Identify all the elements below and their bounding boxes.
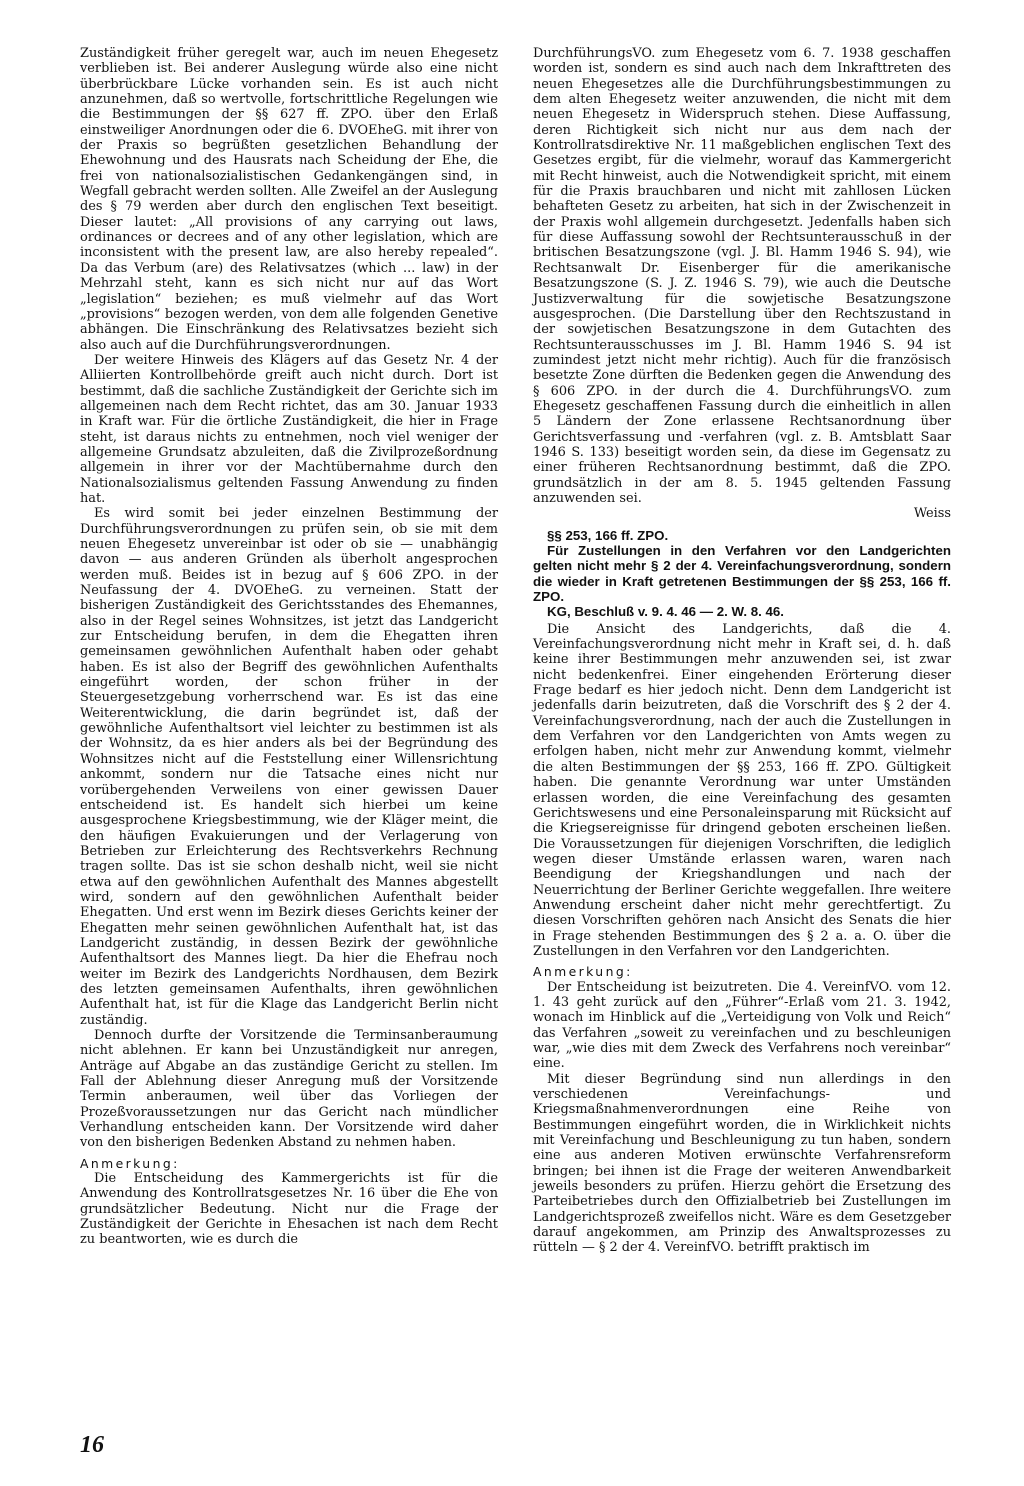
section-heading: §§ 253, 166 ff. ZPO. xyxy=(547,527,669,543)
author-signature: Weiss xyxy=(913,506,951,522)
right-paragraph-3: Der Entscheidung ist beizutreten. Die 4. VereinfVO. vom 12. 1. 43 geht zurück auf den „Führer“-Erlaß vom 21. 3. 1942, wonach im Hinblick auf die „Verteidigung von Volk und Reich“ das Verfahren „soweit zu vereinfachen und zu beschleunigen war, „wie dies mit dem Zweck des Verfahrens noch vereinbar“ eine. xyxy=(533,979,951,1072)
left-paragraph-1: Zuständigkeit früher geregelt war, auch im neuen Ehegesetz verblieben ist. Bei anderer Auslegung würde also eine nicht überbrückbare Lücke vorhanden sein. Es ist auch nicht anzunehmen, daß so wertvolle, fortschrittliche Regelungen wie die Bestimmungen der §§ 627 ff. ZPO. über den Erlaß einstweiliger Anordnungen oder die 6. DVOEheG. mit ihrer von der Praxis so begrüßten gesetzlichen Behandlung der Ehewohnung und des Hausrats nach Scheidung der Ehe, die frei von nationalsozialistischen Gedankengängen sind, in Wegfall gebracht werden sollten. Alle Zweifel an der Auslegung des § 79 werden aber durch den englischen Text beseitigt. Dieser lautet: „All provisions of any carrying out laws, ordinances or decrees and of any other legislation, which are inconsistent with the present law, are also hereby repealed“. Da das Verbum (are) des Relativsatzes (which ... law) in der Mehrzahl steht, kann es sich nicht nur auf das Wort „legislation“ beziehen; es muß vielmehr auf das Wort „provisions“ bezogen werden, von dem alle folgenden Genetive abhängen. Die Einschränkung des Relativsatzes bezieht sich also auch auf die Durchführungsverordnungen. xyxy=(80,46,498,353)
court-citation: KG, Beschluß v. 9. 4. 46 — 2. W. 8. 46. xyxy=(547,604,784,620)
left-paragraph-2: Der weitere Hinweis des Klägers auf das Gesetz Nr. 4 der Alliierten Kontrollbehörde greift auch nicht durch. Dort ist bestimmt, daß die sachliche Zuständigkeit der Gerichte sich im allgemeinen nach dem Recht richtet, das am 30. Januar 1933 in Kraft war. Für die örtliche Zuständigkeit, die hier in Frage steht, ist daraus nichts zu entnehmen, noch viel weniger der allgemeine Grundsatz abzuleiten, daß die Zivilprozeßordnung allgemein in ihrer vor der Machtübernahme durch den Nationalsozialismus geltenden Fassung Anwendung zu finden hat. xyxy=(80,352,498,506)
left-note-heading: Anmerkung: xyxy=(80,1155,180,1171)
right-paragraph-4: Mit dieser Begründung sind nun allerdings in den verschiedenen Vereinfachungs- und Kriegsmaßnahmenverordnungen eine Reihe von Bestimmungen eingeführt worden, die in Wirklichkeit nichts mit Vereinfachung und Beschleunigung zu tun haben, sondern eine aus anderen Motiven erwünschte Verfahrensreform bringen; bei ihnen ist die Frage der weiteren Anwendbarkeit jeweils besonders zu prüfen. Hierzu gehört die Ersetzung des Parteibetriebes durch den Offizialbetrieb bei Zustellungen im Landgerichtsprozeß zweifellos nicht. Wäre es dem Gesetzgeber darauf angekommen, am Prinzip des Anwaltsprozesses zu rütteln — § 2 der 4. VereinfVO. betrifft praktisch im xyxy=(533,1071,951,1256)
left-paragraph-3: Es wird somit bei jeder einzelnen Bestimmung der Durchführungsverordnungen zu prüfen sein, ob sie mit dem neuen Ehegesetz unvereinbar ist oder ob sie — unabhängig davon — aus anderen Gründen als überholt angesprochen werden muß. Beides ist in bezug auf § 606 ZPO. in der Neufassung der 4. DVOEheG. zu verneinen. Statt der bisherigen Zuständigkeit des Gerichtsstandes des Ehemannes, also in der Regel seines Wohnsitzes, ist jetzt das Landgericht zur Entscheidung berufen, in dem die Ehegatten ihren gemeinsamen gewöhnlichen Aufenthalt haben oder gehabt haben. Es ist also der Begriff des gewöhnlichen Aufenthalts eingeführt worden, der schon früher in der Steuergesetzgebung vorherrschend war. Es ist das eine Weiterentwicklung, die darin begründet ist, daß der gewöhnliche Aufenthaltsort viel leichter zu bestimmen ist als der Wohnsitz, da es hier anders als bei der Begründung des Wohnsitzes nicht auf die Feststellung einer Willensrichtung ankommt, sondern nur die Tatsache eines nicht nur vorübergehenden Verweilens von einer gewissen Dauer entscheidend ist. Es handelt sich hierbei um keine ausgesprochene Kriegsbestimmung, wie der Kläger meint, die den häufigen Evakuierungen und der Verlagerung von Betrieben zur Erleichterung des Rechtsverkehrs Rechnung tragen sollte. Das ist sie schon deshalb nicht, weil sie nicht etwa auf den gewöhnlichen Aufenthalt des Mannes abgestellt wird, sondern auf den gewöhnlichen Aufenthalt beider Ehegatten. Und erst wenn im Bezirk dieses Gerichts keiner der Ehegatten mehr seinen gewöhnlichen Aufenthalt hat, ist das Landgericht zuständig, in dessen Bezirk der gewöhnliche Aufenthaltsort des Mannes liegt. Da hier die Ehefrau noch weiter im Bezirk des Landgerichts Nordhausen, dem Bezirk des letzten gemeinsamen Aufenthalts, ihren gewöhnlichen Aufenthalt hat, ist für die Klage das Landgericht Berlin nicht zuständig. xyxy=(80,506,498,1028)
right-paragraph-1: DurchführungsVO. zum Ehegesetz vom 6. 7. 1938 geschaffen worden ist, sondern es sind auch nach dem Inkrafttreten des neuen Ehegesetzes alle die Durchführungsbestimmungen zu dem alten Ehegesetz weiter anzuwenden, die nicht mit dem neuen Ehegesetz in Widerspruch stehen. Diese Auffassung, deren Richtigkeit sich nicht nur aus dem nach der Kontrollratsdirektive Nr. 11 maßgeblichen englischen Text des Gesetzes ergibt, für die vielmehr, worauf das Kammergericht mit Recht hinweist, auch die Notwendigkeit spricht, mit einem für die Praxis brauchbaren und nicht mit zahllosen Lücken behafteten Gesetz zu arbeiten, hat sich in der Zwischenzeit in der Praxis wohl allgemein durchgesetzt. Jedenfalls haben sich für diese Auffassung sowohl der Rechtsunterausschuß in der britischen Besatzungszone (vgl. J. Bl. Hamm 1946 S. 94), wie Rechtsanwalt Dr. Eisenberger für die amerikanische Besatzungszone (S. J. Z. 1946 S. 79), wie auch die Deutsche Justizverwaltung für die sowjetische Besatzungszone ausgesprochen. (Die Darstellung über den Rechtszustand in der sowjetischen Besatzungszone in dem Gutachten des Rechtsunterausschusses im J. Bl. Hamm 1946 S. 94 ist zumindest jetzt nicht mehr richtig). Auch für die französisch besetzte Zone dürften die Bedenken gegen die Anwendung des § 606 ZPO. in der durch die 4. DurchführungsVO. zum Ehegesetz geschaffenen Fassung durch die einheitlich in allen 5 Ländern der Zone erlassene Rechtsanordnung über Gerichtsverfassung und -verfahren (vgl. z. B. Amtsblatt Saar 1946 S. 133) beseitigt worden sein, da diese im Gegensatz zu einer früheren Rechtsanordnung bestimmt, daß die ZPO. grundsätzlich in der am 8. 5. 1945 geltenden Fassung anzuwenden sei. xyxy=(533,46,951,506)
left-column xyxy=(80,46,498,1248)
right-note-heading: Anmerkung: xyxy=(533,964,633,980)
page-number: 16 xyxy=(80,1432,104,1458)
left-paragraph-5: Die Entscheidung des Kammergerichts ist für die Anwendung des Kontrollratsgesetzes Nr. 16 über die Ehe von grundsätzlicher Bedeutung. Nicht nur die Frage der Zuständigkeit der Gerichte in Ehesachen ist nach dem Recht zu beantworten, wie es durch die xyxy=(80,1171,498,1248)
left-paragraph-4: Dennoch durfte der Vorsitzende die Terminsanberaumung nicht ablehnen. Er kann bei Unzuständigkeit nur anregen, Anträge auf Abgabe an das zuständige Gericht zu stellen. Im Fall der Ablehnung dieser Anregung muß der Vorsitzende Termin anberaumen, weil über das Vorliegen der Prozeßvoraussetzungen nur das Gericht nach mündlicher Verhandlung entscheiden kann. Der Vorsitzende wird daher von den bisherigen Bedenken Abstand zu nehmen haben. xyxy=(80,1028,498,1151)
right-paragraph-2: Die Ansicht des Landgerichts, daß die 4. Vereinfachungsverordnung nicht mehr in Kraft sei, d. h. daß keine ihrer Bestimmungen mehr anzuwenden sei, ist zwar nicht bedenkenfrei. Einer eingehenden Erörterung dieser Frage bedarf es hier jedoch nicht. Denn dem Landgericht ist jedenfalls darin beizutreten, daß die Vorschrift des § 2 der 4. Vereinfachungsverordnung, nach der auch die Zustellungen in dem Verfahren vor den Landgerichten von Amts wegen zu erfolgen haben, nicht mehr zur Anwendung kommt, vielmehr die alten Bestimmungen der §§ 253, 166 ff. ZPO. Gültigkeit haben. Die genannte Verordnung war unter Umständen erlassen worden, die eine Vereinfachung des gesamten Gerichtswesens und eine Personaleinsparung mit Rücksicht auf die Kriegsereignisse für dringend geboten erscheinen ließen. Die Voraussetzungen für diejenigen Vorschriften, die lediglich wegen dieser Umstände erlassen waren, waren nach Beendigung der Kriegshandlungen und nach der Neuerrichtung der Berliner Gerichte weggefallen. Ihre weitere Anwendung erscheint daher nicht mehr gerechtfertigt. Zu diesen Vorschriften gehören nach Ansicht des Senats die hier in Frage stehenden Bestimmungen des § 2 a. a. O. über die Zustellungen in den Verfahren vor den Landgerichten. xyxy=(533,621,951,959)
right-column xyxy=(533,46,951,1256)
decision-headnote: Für Zustellungen in den Verfahren vor den Landgerichten gelten nicht mehr § 2 der 4. Vereinfachungsverordnung, sondern die wieder in Kraft getretenen Bestimmungen der §§ 253, 166 ff. ZPO. xyxy=(533,543,951,605)
